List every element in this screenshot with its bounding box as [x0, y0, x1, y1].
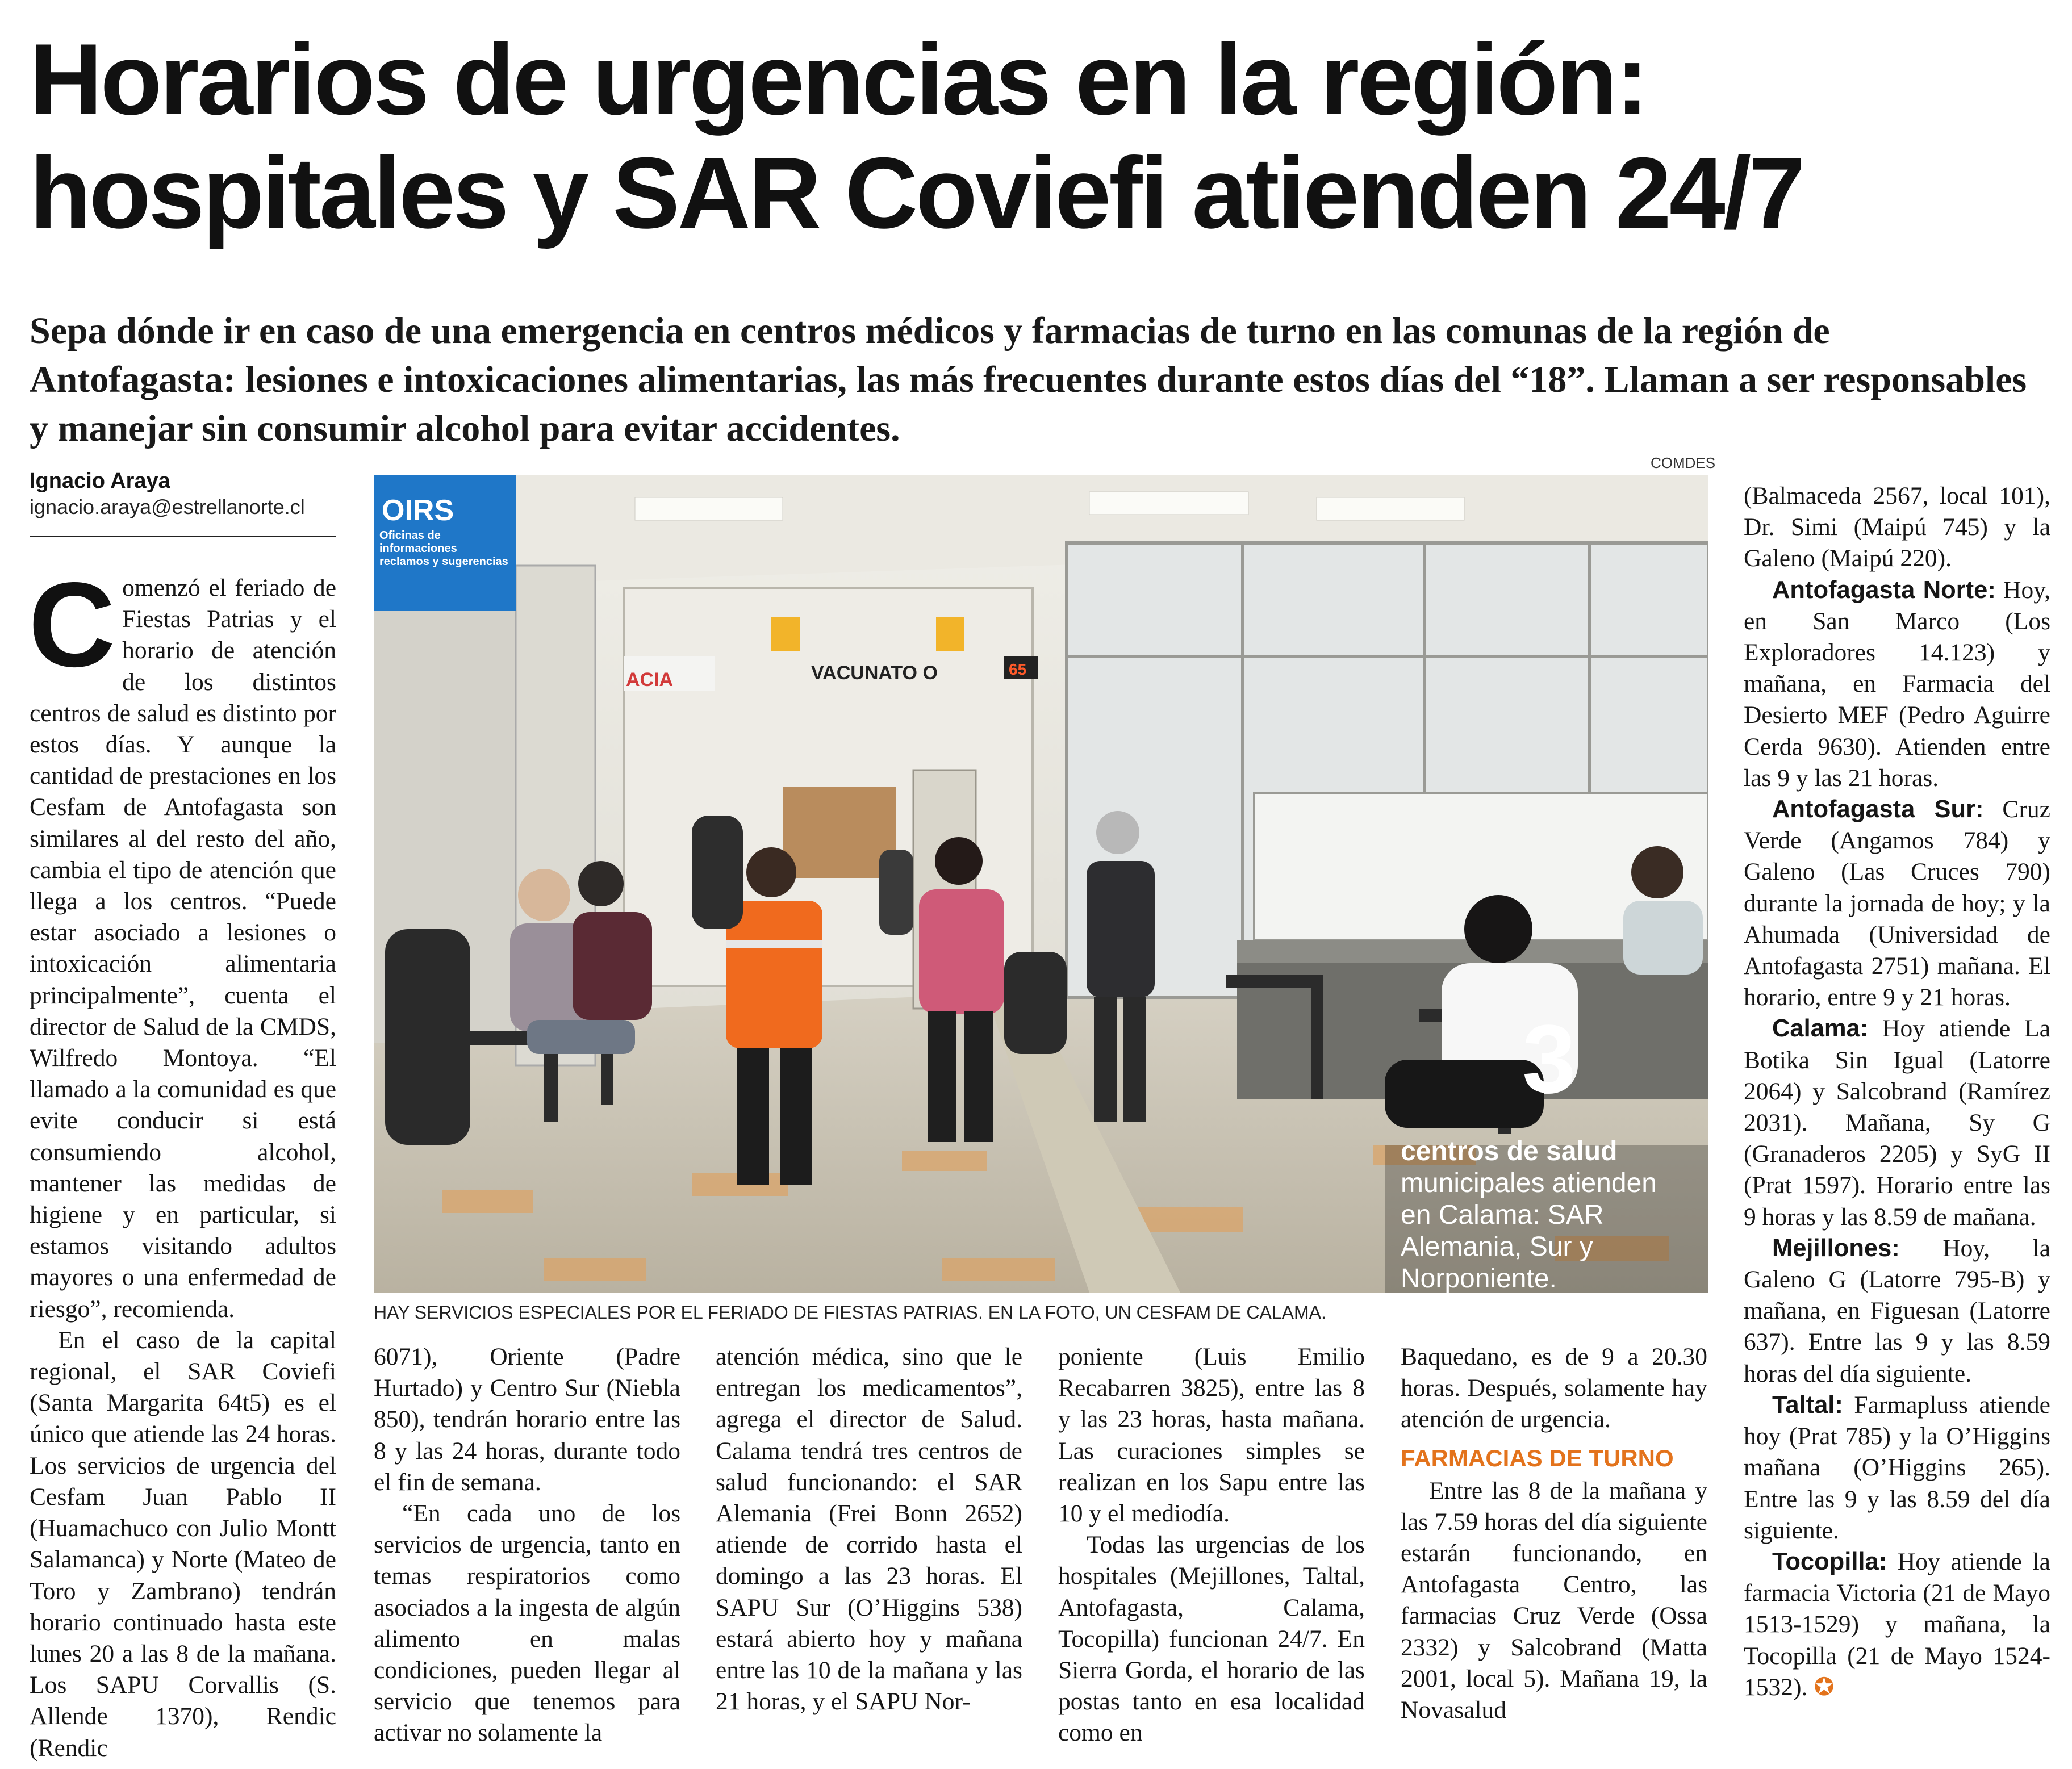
drop-cap: C	[28, 557, 116, 692]
entry-text: Hoy atiende la farmacia Victoria (21 de Mayo 1513-1529) y mañana, la Tocopilla (21 de Mayo 1524-1532).	[1744, 1548, 2050, 1701]
entry-text: Hoy, en San Marco (Los Exploradores 14.123) y mañana, en Farmacia del Desierto MEF (Pedro Aguirre Cerda 9630). Atienden entre las 9 y las 21 horas.	[1744, 576, 2050, 792]
stat-number: 3	[1522, 1005, 1576, 1113]
pharmacy-entry-calama	[1744, 1013, 2050, 1232]
entry-text: Hoy, la Galeno G (Latorre 795-B) y mañana, en Figuesan (Latorre 637). Entre las 9 y las 8.59 horas del día siguiente.	[1744, 1234, 2050, 1387]
stat-bold: centros de salud	[1401, 1136, 1618, 1166]
pharmacy-entry-taltal	[1744, 1390, 2050, 1546]
pharmacy-entry-antofagasta-sur	[1744, 794, 2050, 1013]
article-column-4	[1058, 1341, 1365, 1749]
entry-label: Tocopilla:	[1772, 1548, 1887, 1575]
farmacia-sign: ACIA	[626, 669, 674, 691]
deck-summary: Sepa dónde ir en caso de una emergencia en centros médicos y farmacias de turno en las comunas de la región de Antofagasta: lesiones e intoxicaciones alimentarias, las más frecuentes durante estos días del “18”. Llaman a ser responsables y manejar sin consumir alcohol para evitar accidentes.	[30, 310, 2027, 449]
paragraph-text: omenzó el feriado de Fiestas Patrias y el horario de atención de los distintos centros de salud es distinto por estos días. Y aunque la cantidad de prestaciones en los Cesfam de Antofagasta son similares al del resto del año, cambia el tipo de atención que llega a los centros. “Puede estar asociado a lesiones o intoxicación alimentaria principalmente”, cuenta el director de Salud de la CMDS, Wilfredo Montoya. “El llamado a la comunidad es que evite conducir si está consumiendo alcohol, mantener las medidas de higiene y en particular, si estamos visitando adultos mayores o una enfermedad de riesgo”, recomienda.	[30, 574, 336, 1323]
entry-text: Hoy atiende La Botika Sin Igual (Latorre 2064) y Salcobrand (Ramírez 2031). Mañana, Sy G (Granaderos 2205) y SyG II (Prat 1597). Horario entre las 9 horas y las 8.59 de mañana.	[1744, 1015, 2050, 1231]
entry-label: Taltal:	[1772, 1391, 1843, 1419]
article-column-3	[716, 1341, 1022, 1717]
headline-line-1: Horarios de urgencias en la región:	[30, 23, 1647, 136]
photo-caption: HAY SERVICIOS ESPECIALES POR EL FERIADO DE FIESTAS PATRIAS. EN LA FOTO, UN CESFAM DE CALAMA.	[374, 1302, 1326, 1323]
entry-label: Antofagasta Sur:	[1772, 796, 1984, 823]
article-paragraph: Baquedano, es de 9 a 20.30 horas. Después, solamente hay atención de urgencia.	[1401, 1343, 1707, 1433]
stat-rest: municipales atienden en Calama: SAR Alemania, Sur y Norponiente.	[1401, 1168, 1657, 1294]
pharmacy-entry-antofagasta-norte	[1744, 575, 2050, 794]
pharmacy-entry-mejillones	[1744, 1233, 2050, 1390]
article-column-1	[28, 557, 336, 1764]
headline-line-2: hospitales y SAR Coviefi atienden 24/7	[30, 136, 1803, 249]
article-column-6	[1744, 480, 2050, 1703]
article-paragraph	[28, 557, 336, 1325]
entry-text: Cruz Verde (Angamos 784) y Galeno (Las Cruces 790) durante la jornada de hoy; y la Ahumada (Universidad de Antofagasta 2751) mañana. El horario, entre 9 y 21 horas.	[1744, 796, 2050, 1011]
section-heading-farmacias: FARMACIAS DE TURNO	[1401, 1444, 1674, 1471]
article-paragraph: Todas las urgencias de los hospitales (Mejillones, Taltal, Antofagasta, Calama, Tocopilla) funcionan 24/7. En Sierra Gorda, el horario de las postas tanto en esa localidad como en	[1058, 1531, 1365, 1747]
stat-description	[1401, 1136, 1679, 1295]
byline-divider	[30, 536, 336, 537]
oirs-sign-subtitle: Oficinas de informaciones reclamos y sugerencias	[379, 529, 508, 568]
article-paragraph: (Balmaceda 2567, local 101), Dr. Simi (Maipú 745) y la Galeno (Maipú 220).	[1744, 482, 2050, 572]
oirs-sign-title: OIRS	[382, 494, 454, 527]
entry-label: Antofagasta Norte:	[1772, 576, 1996, 604]
entry-text: Farmapluss atiende hoy (Prat 785) y la O’Higgins mañana (O’Higgins 265). Entre las 9 y las 8.59 del día siguiente.	[1744, 1391, 2050, 1544]
entry-label: Calama:	[1772, 1015, 1869, 1043]
article-paragraph: atención médica, sino que le entregan los medicamentos”, agrega el director de Salud. Calama tendrá tres centros de salud funcionando: el SAR Alemania (Frei Bonn 2652) atiende de corrido hasta el domingo a las 23 horas. El SAPU Sur (O’Higgins 538) estará abierto hoy y mañana entre las 10 de la mañana y las 21 horas, y el SAPU Nor-	[716, 1343, 1022, 1716]
pharmacy-entry-tocopilla	[1744, 1546, 2050, 1703]
article-paragraph: En el caso de la capital regional, el SAR Coviefi (Santa Margarita 64t5) es el único que atiende las 24 horas. Los servicios de urgencia del Cesfam Juan Pablo II (Huamachuco con Julio Montt Salamanca) y Norte (Mateo de Toro y Zambrano) tendrán horario continuado hasta este lunes 20 a las 8 de la mañana. Los SAPU Corvallis (S. Allende 1370), Rendic (Rendic	[30, 1326, 336, 1762]
byline-email: ignacio.araya@estrellanorte.cl	[30, 495, 305, 518]
headline	[30, 23, 2052, 250]
end-of-article-icon: ✪	[1814, 1673, 1835, 1701]
article-paragraph: 6071), Oriente (Padre Hurtado) y Centro Sur (Niebla 850), tendrán horario entre las 8 y las 24 horas, durante todo el fin de semana.	[374, 1343, 680, 1496]
article-column-2	[374, 1341, 680, 1749]
vacunatorio-sign: VACUNATO O	[811, 662, 938, 684]
photo-credit: COMDES	[1651, 454, 1716, 471]
entry-label: Mejillones:	[1772, 1234, 1900, 1262]
queue-display-number: 65	[1009, 660, 1027, 678]
byline-author: Ignacio Araya	[30, 469, 170, 493]
article-paragraph: poniente (Luis Emilio Recabarren 3825), entre las 8 y las 23 horas, hasta mañana. Las curaciones simples se realizan en los Sapu entre las 10 y el mediodía.	[1058, 1343, 1365, 1528]
article-paragraph: Entre las 8 de la mañana y las 7.59 horas del día siguiente estarán funcionando, en Antofagasta Centro, las farmacias Cruz Verde (Ossa 2332) y Salcobrand (Matta 2001, local 5). Mañana 19, la Novasalud	[1401, 1477, 1707, 1724]
article-paragraph: “En cada uno de los servicios de urgencia, tanto en temas respiratorios como asociados a la ingesta de algún alimento en malas condiciones, pueden llegar al servicio que tenemos para activar no solamente la	[374, 1500, 680, 1747]
article-column-5	[1401, 1341, 1707, 1726]
